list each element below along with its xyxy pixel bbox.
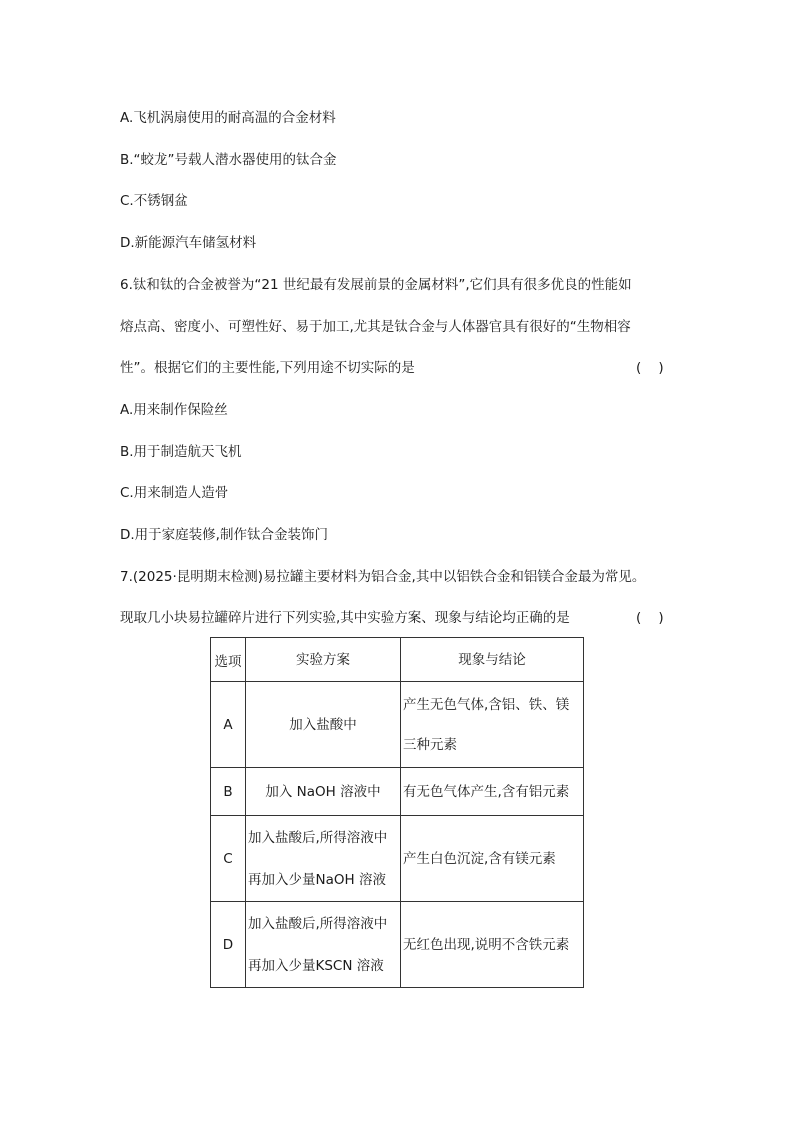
row-plan-line: 加入盐酸后,所得溶液中	[248, 915, 388, 932]
header-option: 选项	[211, 638, 246, 682]
header-result: 现象与结论	[401, 638, 584, 682]
q7-answer-paren: ( )	[636, 610, 664, 626]
row-plan	[246, 902, 401, 988]
row-plan-line: 再加入少量KSCN 溶液	[248, 957, 384, 974]
row-plan: 加入 NaOH 溶液中	[246, 768, 401, 816]
table-row	[211, 768, 584, 816]
q5-option-d: D.新能源汽车储氢材料	[120, 235, 257, 251]
row-option: B	[211, 768, 246, 816]
row-option: A	[211, 682, 246, 768]
row-plan: 加入盐酸中	[246, 682, 401, 768]
table-row	[211, 902, 584, 988]
row-result: 无红色出现,说明不含铁元素	[401, 902, 584, 988]
q6-stem-line-2: 熔点高、密度小、可塑性好、易于加工,尤其是钛合金与人体器官具有很好的“生物相容	[120, 319, 631, 335]
q6-answer-paren: ( )	[636, 360, 664, 376]
row-plan-line: 再加入少量NaOH 溶液	[248, 871, 386, 888]
q5-option-a: A.飞机涡扇使用的耐高温的合金材料	[120, 110, 336, 126]
table-row	[211, 816, 584, 902]
row-result-line: 三种元素	[403, 736, 457, 753]
row-option: D	[211, 902, 246, 988]
row-result: 有无色气体产生,含有铝元素	[401, 768, 584, 816]
q5-option-b: B.“蛟龙”号载人潜水器使用的钛合金	[120, 152, 337, 168]
row-result-line: 产生无色气体,含铝、铁、镁	[403, 696, 570, 713]
row-result	[401, 682, 584, 768]
q6-option-d: D.用于家庭装修,制作钛合金装饰门	[120, 527, 328, 543]
q5-option-c: C.不锈钢盆	[120, 193, 188, 209]
q6-option-a: A.用来制作保险丝	[120, 402, 228, 418]
q7-stem-line-2: 现取几小块易拉罐碎片进行下列实验,其中实验方案、现象与结论均正确的是	[120, 610, 570, 626]
q6-option-c: C.用来制造人造骨	[120, 485, 229, 501]
q6-stem-line-1: 6.钛和钛的合金被誉为“21 世纪最有发展前景的金属材料”,它们具有很多优良的性能如	[120, 277, 632, 293]
row-plan-line: 加入盐酸后,所得溶液中	[248, 829, 388, 846]
row-option: C	[211, 816, 246, 902]
row-result: 产生白色沉淀,含有镁元素	[401, 816, 584, 902]
q6-stem-line-3: 性”。根据它们的主要性能,下列用途不切实际的是	[120, 360, 415, 376]
table-row	[211, 682, 584, 768]
row-plan	[246, 816, 401, 902]
q6-option-b: B.用于制造航天飞机	[120, 444, 242, 460]
header-plan: 实验方案	[246, 638, 401, 682]
experiment-table	[210, 637, 584, 988]
table-header-row	[211, 638, 584, 682]
q7-stem-line-1: 7.(2025·昆明期末检测)易拉罐主要材料为铝合金,其中以铝铁合金和铝镁合金最为常见。	[120, 569, 646, 585]
